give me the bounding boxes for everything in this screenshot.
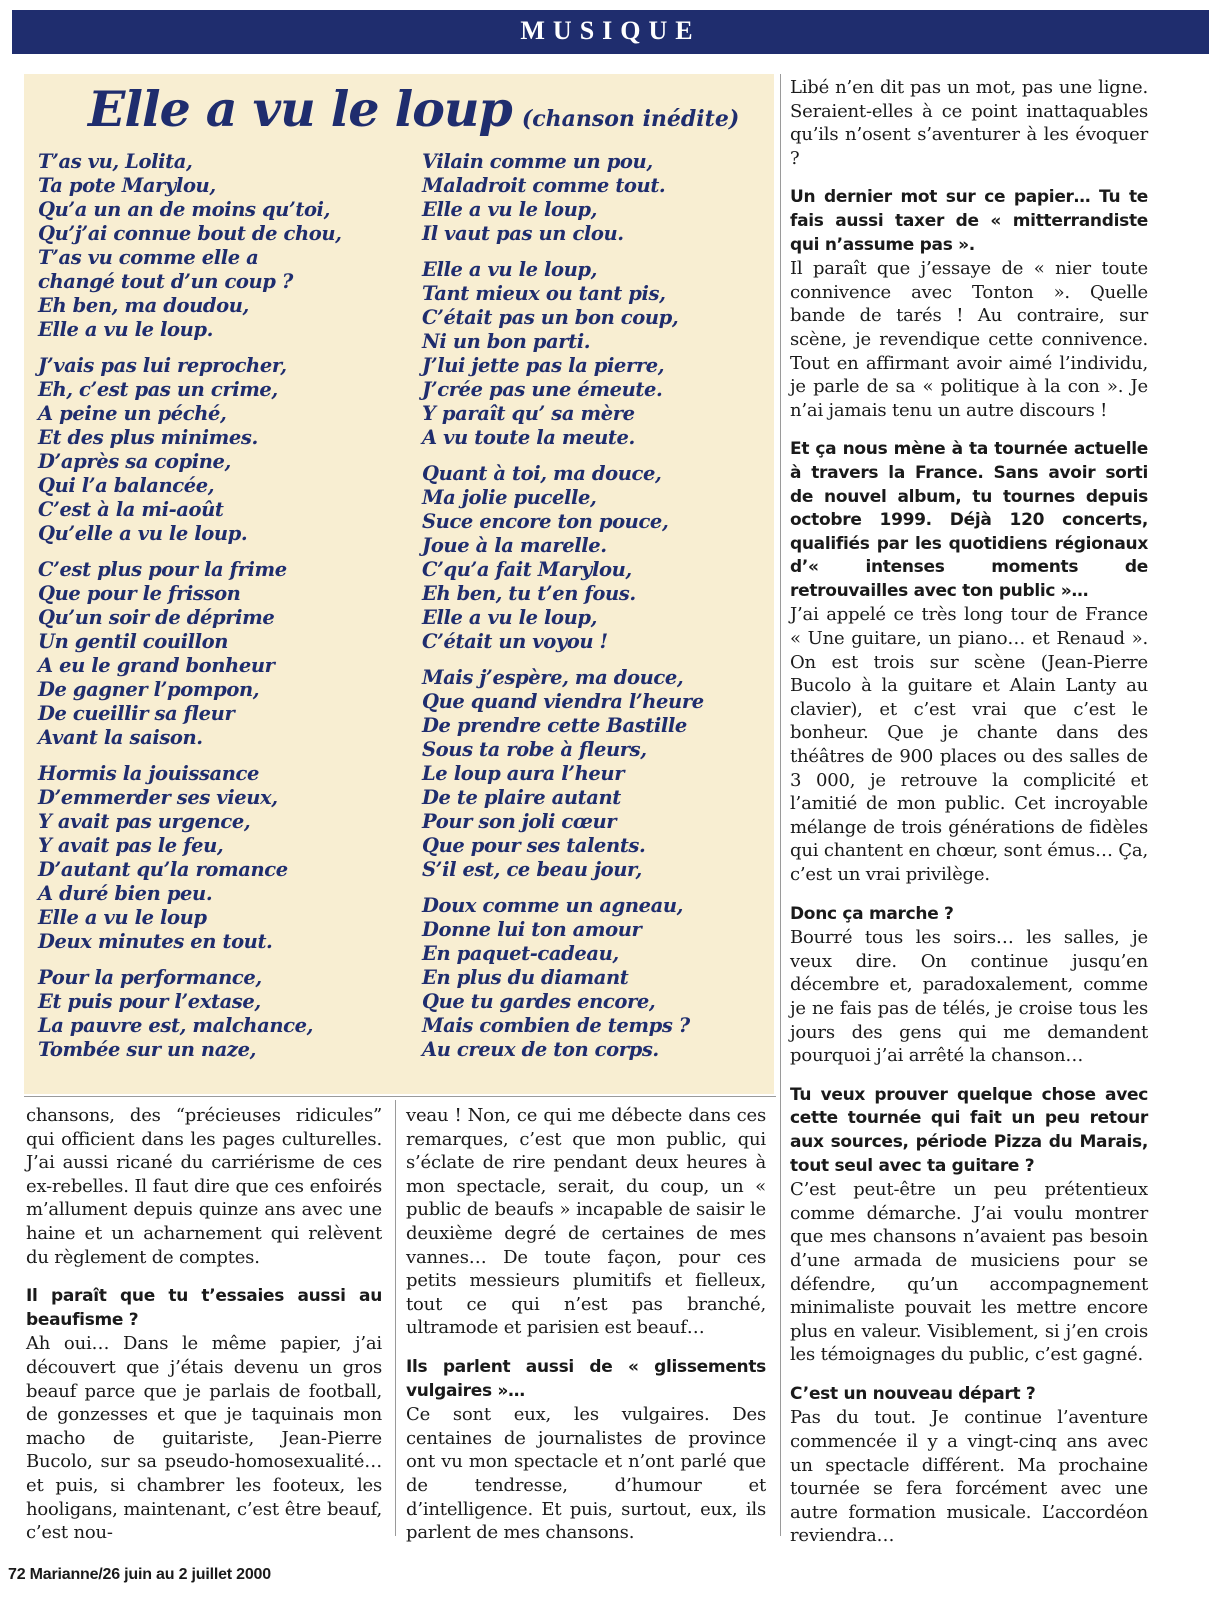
interview-question: Ils parlent aussi de « glissements vulgaires »…: [406, 1356, 766, 1401]
verse-line: Il vaut pas un clou.: [422, 222, 624, 245]
section-header-bar: [12, 10, 1209, 54]
verse-line: Elle a vu le loup,: [422, 198, 598, 221]
interview-answer: C’est peut-être un peu prétentieux comme démarche. J’ai voulu montrer que mes chansons n’avaient pas besoin d’une armada de musiciens pour se défendre, qu’un accompagnement minimaliste pouvait les mettre encore plus en valeur. Visiblement, si j’en crois les témoignages du public, c’est gagné.: [790, 1179, 1148, 1366]
page-footer: 72 Marianne/26 juin au 2 juillet 2000: [8, 1566, 271, 1583]
interview-question: Et ça nous mène à ta tournée actuelle à travers la France. Sans avoir sorti de nouvel album, tu tournes depuis octobre 1999. Déjà 120 concerts, qualifiés par les quotidiens régionaux d’« intenses moments de retrouvailles avec ton public »…: [790, 439, 1148, 601]
verse-line: J’lui jette pas la pierre,: [422, 354, 665, 377]
verse-line: Maladroit comme tout.: [422, 174, 666, 197]
stanza: [422, 666, 792, 882]
verse-line: Mais combien de temps ?: [422, 1014, 690, 1037]
verse-line: Un gentil couillon: [38, 630, 229, 653]
verse-line: De cueillir sa fleur: [38, 702, 235, 725]
verse-line: Y avait pas urgence,: [38, 810, 251, 833]
verse-line: Et puis pour l’extase,: [38, 990, 261, 1013]
verse-line: De te plaire autant: [422, 786, 621, 809]
verse-line: D’après sa copine,: [38, 450, 231, 473]
verse-line: Qu’elle a vu le loup.: [38, 522, 248, 545]
verse-line: Elle a vu le loup,: [422, 258, 598, 281]
verse-line: A duré bien peu.: [38, 882, 213, 905]
verse-line: J’crée pas une émeute.: [422, 378, 663, 401]
verse-line: Eh ben, ma doudou,: [38, 294, 249, 317]
verse-line: En paquet-cadeau,: [422, 942, 619, 965]
verse-line: Elle a vu le loup,: [422, 606, 598, 629]
article-column-bottom-middle: [406, 1104, 766, 1561]
stanza: [422, 894, 792, 1062]
verse-line: Et des plus minimes.: [38, 426, 258, 449]
verse-line: A eu le grand bonheur: [38, 654, 275, 677]
verse-line: Deux minutes en tout.: [38, 930, 273, 953]
verse-line: Quant à toi, ma douce,: [422, 462, 662, 485]
lyrics-column-left: [38, 150, 408, 1074]
interview-answer: J’ai appelé ce très long tour de France « Une guitare, un piano… et Renaud ». On est trois sur scène (Jean-Pierre Bucolo à la guitare et Alain Lanty au clavier), et c’est vrai que c’est le bonheur. Que je chante dans des théâtres de 900 places ou des salles de 3 000, je retrouve la complicité et l’amitié de mon public. Cet incroyable mélange de trois générations de fidèles qui chantent en chœur, sont émus… Ça, c’est un vrai privilège.: [790, 604, 1148, 885]
verse-line: Y paraît qu’ sa mère: [422, 402, 635, 425]
interview-question: C’est un nouveau départ ?: [790, 1383, 1036, 1404]
song-title-row: [88, 80, 768, 150]
verse-line: Tombée sur un naze,: [38, 1038, 256, 1061]
verse-line: Y avait pas le feu,: [38, 834, 224, 857]
verse-line: Ni un bon parti.: [422, 330, 591, 353]
horizontal-divider: [24, 1096, 776, 1097]
column-divider: [395, 1100, 396, 1536]
verse-line: Au creux de ton corps.: [422, 1038, 659, 1061]
verse-line: Elle a vu le loup.: [38, 318, 214, 341]
interview-answer: Pas du tout. Je continue l’aventure commencée il y a vingt-cinq ans avec un spectacle différent. Ma prochaine tournée se fera forcément avec une autre formation musicale. L’accordéon reviendra…: [790, 1407, 1148, 1547]
interview-question: Tu veux prouver quelque chose avec cette tournée qui fait un peu retour aux sources, période Pizza du Marais, tout seul avec ta guitare ?: [790, 1084, 1148, 1176]
verse-line: La pauvre est, malchance,: [38, 1014, 313, 1037]
verse-line: A vu toute la meute.: [422, 426, 635, 449]
verse-line: En plus du diamant: [422, 966, 629, 989]
song-title: Elle a vu le loup: [88, 80, 512, 138]
verse-line: C’qu’a fait Marylou,: [422, 558, 632, 581]
verse-line: D’autant qu’la romance: [38, 858, 288, 881]
section-label: MUSIQUE: [520, 16, 701, 45]
verse-line: Elle a vu le loup: [38, 906, 207, 929]
verse-line: Joue à la marelle.: [422, 534, 607, 557]
song-subtitle: (chanson inédite): [521, 106, 740, 132]
verse-line: De prendre cette Bastille: [422, 714, 687, 737]
stanza: [422, 258, 792, 450]
interview-question: Un dernier mot sur ce papier… Tu te fais aussi taxer de « mitterrandiste qui n’assume pas ».: [790, 187, 1148, 255]
interview-answer: Libé n’en dit pas un mot, pas une ligne. Seraient-elles à ce point inattaquables qu’ils n’osent s’aventurer à les évoquer ?: [790, 77, 1148, 169]
verse-line: Suce encore ton pouce,: [422, 510, 669, 533]
interview-answer: Ce sont eux, les vulgaires. Des centaines de journalistes de province ont vu mon spectacle et n’ont parlé que de tendresse, d’humour et d’intelligence. Et puis, surtout, eux, ils parlent de mes chansons.: [406, 1404, 766, 1544]
verse-line: S’il est, ce beau jour,: [422, 858, 642, 881]
verse-line: Qu’j’ai connue bout de chou,: [38, 222, 342, 245]
interview-question: Il paraît que tu t’essaies aussi au beaufisme ?: [26, 1286, 382, 1330]
verse-line: Ta pote Marylou,: [38, 174, 216, 197]
verse-line: Eh ben, tu t’en fous.: [422, 582, 636, 605]
stanza: [38, 966, 408, 1062]
verse-line: T’as vu comme elle a: [38, 246, 259, 269]
verse-line: Donne lui ton amour: [422, 918, 642, 941]
verse-line: Avant la saison.: [38, 726, 203, 749]
verse-line: Que pour ses talents.: [422, 834, 646, 857]
verse-line: T’as vu, Lolita,: [38, 150, 193, 173]
verse-line: Sous ta robe à fleurs,: [422, 738, 647, 761]
interview-question: Donc ça marche ?: [790, 903, 954, 924]
verse-line: Qu’un soir de déprime: [38, 606, 275, 629]
interview-answer: chansons, des “précieuses ridicules” qui officient dans les pages culturelles. J’ai aussi ricané du carriérisme de ces ex-rebelles. Il faut dire que ces enfoirés m’allument depuis quinze ans avec une haine et un acharnement qui relèvent du règlement de comptes.: [26, 1105, 382, 1268]
article-column-bottom-left: [26, 1104, 382, 1561]
verse-line: C’est plus pour la frime: [38, 558, 287, 581]
verse-line: Doux comme un agneau,: [422, 894, 684, 917]
verse-line: C’était un voyou !: [422, 630, 608, 653]
verse-line: J’vais pas lui reprocher,: [38, 354, 287, 377]
verse-line: Que pour le frisson: [38, 582, 241, 605]
verse-line: Que quand viendra l’heure: [422, 690, 704, 713]
verse-line: Qui l’a balancée,: [38, 474, 215, 497]
verse-line: Que tu gardes encore,: [422, 990, 656, 1013]
interview-answer: veau ! Non, ce qui me débecte dans ces remarques, c’est que mon public, qui s’éclate de rire pendant deux heures à mon spectacle, serait, du coup, un « public de beaufs » incapable de saisir le deuxième degré de certaines de mes vannes… De toute façon, pour ces petits messieurs plumitifs et fielleux, tout ce qui n’est pas branché, ultramode et parisien est beauf…: [406, 1105, 766, 1339]
interview-answer: Bourré tous les soirs… les salles, je veux dire. On continue jusqu’en décembre et, paradoxalement, comme je ne fais pas de télés, je croise tous les jours des gens qui me demandent pourquoi j’ai arrêté la chanson…: [790, 927, 1148, 1067]
stanza: [38, 762, 408, 954]
stanza: [38, 558, 408, 750]
verse-line: Hormis la jouissance: [38, 762, 260, 785]
article-column-right: [790, 76, 1148, 1564]
verse-line: A peine un péché,: [38, 402, 227, 425]
verse-line: Tant mieux ou tant pis,: [422, 282, 666, 305]
interview-answer: Ah oui… Dans le même papier, j’ai découvert que j’étais devenu un gros beauf parce que je parlais de football, de gonzesses et que je taquinais mon macho de guitariste, Jean-Pierre Bucolo, sur sa pseudo-homosexualité… et puis, si chambrer les footeux, les hooligans, maintenant, c’est être beauf, c’est nou-: [26, 1333, 382, 1544]
stanza: [422, 462, 792, 654]
stanza: [422, 150, 792, 246]
verse-line: Mais j’espère, ma douce,: [422, 666, 684, 689]
verse-line: changé tout d’un coup ?: [38, 270, 293, 293]
verse-line: De gagner l’pompon,: [38, 678, 260, 701]
verse-line: Pour la performance,: [38, 966, 262, 989]
verse-line: D’emmerder ses vieux,: [38, 786, 278, 809]
verse-line: C’est à la mi-août: [38, 498, 224, 521]
stanza: [38, 150, 408, 342]
verse-line: Pour son joli cœur: [422, 810, 617, 833]
lyrics-column-right: [422, 150, 792, 1074]
column-divider: [780, 74, 781, 1536]
verse-line: Ma jolie pucelle,: [422, 486, 597, 509]
verse-line: Vilain comme un pou,: [422, 150, 653, 173]
interview-answer: Il paraît que j’essaye de « nier toute connivence avec Tonton ». Quelle bande de tarés ! Au contraire, sur scène, je revendique cette connivence. Tout en affirmant avoir aimé l’individu, je parle de sa « politique à la con ». Je n’ai jamais tenu un autre discours !: [790, 258, 1148, 421]
verse-line: Qu’a un an de moins qu’toi,: [38, 198, 330, 221]
stanza: [38, 354, 408, 546]
verse-line: Eh, c’est pas un crime,: [38, 378, 278, 401]
verse-line: C’était pas un bon coup,: [422, 306, 679, 329]
verse-line: Le loup aura l’heur: [422, 762, 625, 785]
